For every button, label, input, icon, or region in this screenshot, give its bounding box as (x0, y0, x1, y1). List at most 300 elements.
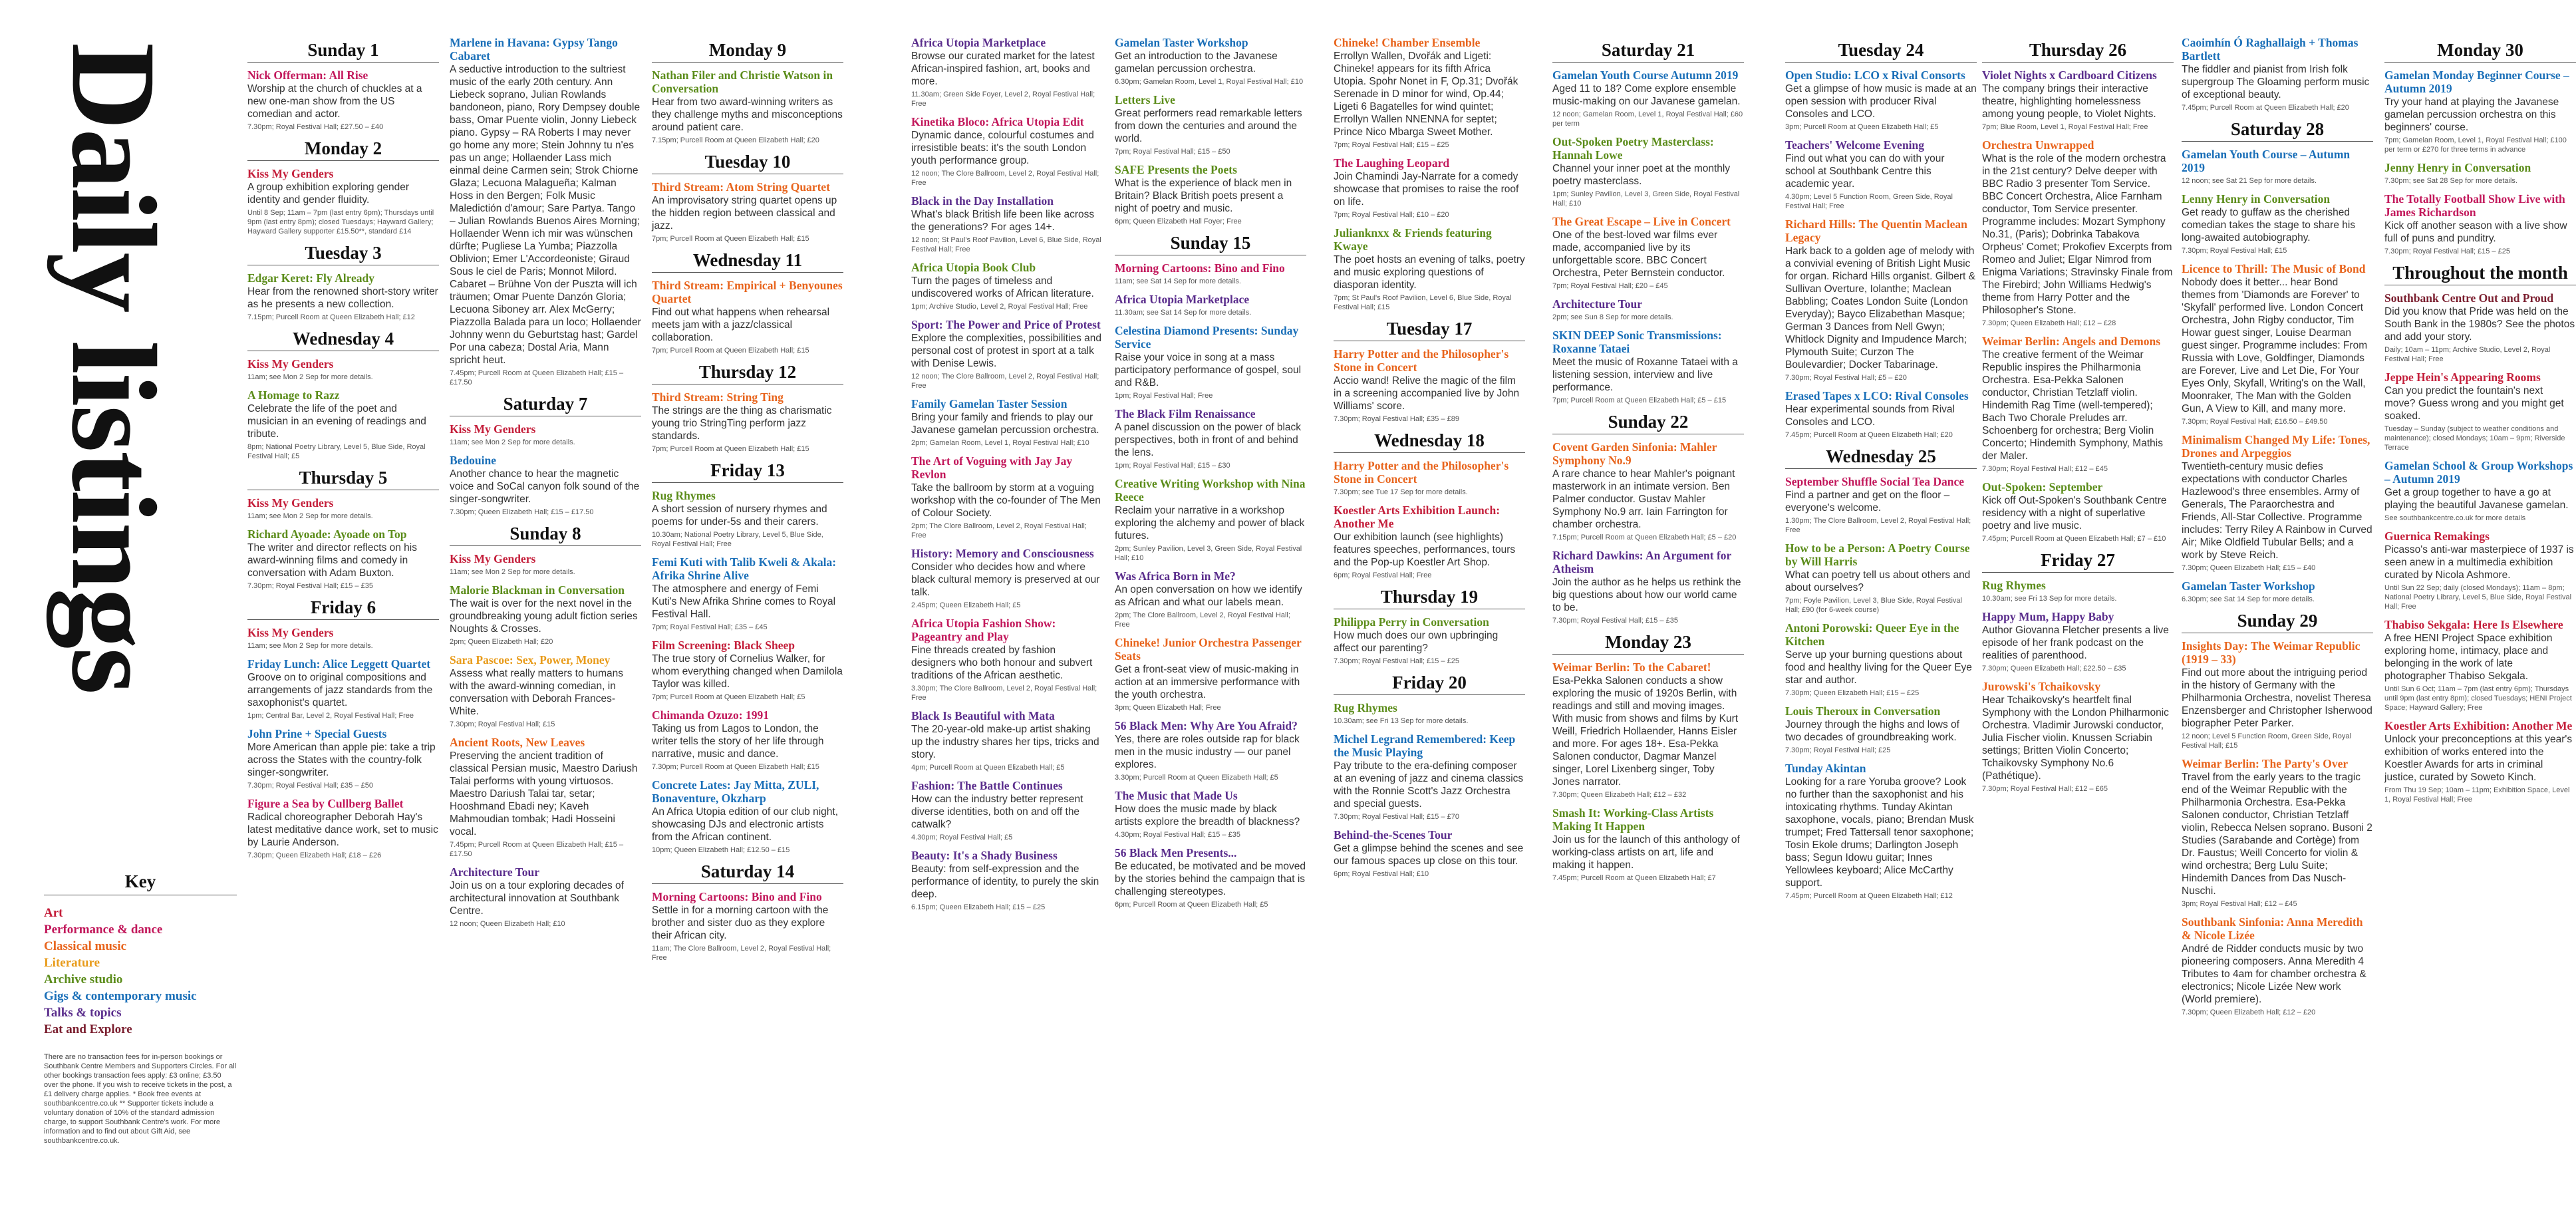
event-info: 7pm; Royal Festival Hall; £10 – £20 (1334, 211, 1449, 219)
event-title: Sara Pascoe: Sex, Power, Money (450, 653, 611, 667)
event-description: Get a group together to have a go at playing the beautiful Javanese gamelan. (2384, 487, 2569, 511)
event-description: Join the author as he helps us rethink the big questions about how our world came to be. (1552, 577, 1741, 613)
event-info: 7pm; Gamelan Room, Level 1, Royal Festival Hall; £100 per term or £270 for three terms in advance (2384, 136, 2567, 154)
listing-event (2182, 148, 2373, 186)
event-description: The fiddler and pianist from Irish folk supergroup The Gloaming perform music of exceptional beauty. (2182, 64, 2370, 100)
key-item-literature: Literature (44, 956, 100, 970)
listing-event (652, 180, 843, 243)
listing-event (1334, 226, 1525, 312)
event-description: The writer and director reflects on his award-winning films and comedy in conversation with Adam Buxton. (247, 542, 417, 579)
event-info: 6.15pm; Queen Elizabeth Hall; £15 – £25 (911, 903, 1046, 911)
event-title: Caoimhín Ó Raghallaigh + Thomas Bartlett (2182, 36, 2359, 63)
event-title: Weimar Berlin: To the Cabaret! (1552, 661, 1711, 674)
event-info: 4.30pm; Royal Festival Hall; £5 (911, 833, 1013, 841)
event-info: 7.30pm; Royal Festival Hall; £25 (1785, 746, 1891, 754)
listing-event (450, 653, 641, 729)
event-description: How does the music made by black artists explore the breadth of blackness? (1115, 804, 1300, 828)
listing-event (247, 69, 439, 132)
event-title: Friday Lunch: Alice Leggett Quartet (247, 657, 431, 671)
listing-event (1982, 335, 2174, 474)
event-title: Celestina Diamond Presents: Sunday Service (1115, 324, 1299, 351)
event-description: The true story of Cornelius Walker, for whom everything changed when Damilola Taylor was killed. (652, 653, 843, 690)
event-info: 3.30pm; The Clore Ballroom, Level 2, Royal Festival Hall; Free (911, 684, 1097, 702)
event-title: Was Africa Born in Me? (1115, 569, 1236, 583)
event-info: 2pm; see Sun 8 Sep for more details. (1552, 313, 1673, 321)
listing-column-5 (1115, 36, 1306, 916)
event-description: Assess what really matters to humans with the award-winning comedian, in conversation with Deborah Frances-White. (450, 668, 624, 717)
listing-event (652, 890, 843, 963)
listing-event (1115, 846, 1306, 909)
event-info: 7.45pm; Purcell Room at Queen Elizabeth Hall; £7 – £10 (1982, 535, 2166, 543)
event-description: How can the industry better represent diverse identities, both on and off the catwalk? (911, 794, 1083, 830)
event-description: A free HENI Project Space exhibition exploring home, intimacy, place and belonging in the work of late photographer Thabiso Sekgala. (2384, 633, 2553, 682)
event-title: September Shuffle Social Tea Dance (1785, 475, 1964, 488)
listing-column-2 (450, 36, 641, 935)
listing-event (2384, 291, 2576, 364)
event-info: 7pm; Royal Festival Hall; £35 – £45 (652, 623, 768, 631)
listing-event (1115, 324, 1306, 400)
event-title: Erased Tapes x LCO: Rival Consoles (1785, 389, 1969, 402)
event-info: 7.30pm; Royal Festival Hall; £15 – £35 (1552, 617, 1678, 625)
event-info: 7pm; Royal Festival Hall; £15 – £25 (1334, 141, 1449, 149)
event-title: The Laughing Leopard (1334, 156, 1450, 170)
event-description: Fine threads created by fashion designers who both honour and subvert traditions of the African aesthetic. (911, 645, 1093, 681)
listing-event (2182, 262, 2373, 426)
listing-event (1115, 293, 1306, 317)
listing-event (1982, 579, 2174, 603)
event-info: Until Sun 22 Sep; daily (closed Mondays); 11am – 8pm; National Poetry Library, Level 5, Blue Side, Royal Festival Hall; Free (2384, 584, 2572, 611)
listing-event (1552, 135, 1744, 208)
listing-event (1334, 504, 1525, 580)
event-title: Kinetika Bloco: Africa Utopia Edit (911, 115, 1084, 128)
event-description: Author Giovanna Fletcher presents a live episode of her frank podcast on the realities of parenthood. (1982, 625, 2169, 661)
event-info: 1pm; Sunley Pavilion, Level 3, Green Side, Royal Festival Hall; £10 (1552, 190, 1740, 208)
event-title: Covent Garden Sinfonia: Mahler Symphony No.9 (1552, 440, 1717, 467)
event-description: Join us on a tour exploring decades of architectural innovation at Southbank Centre. (450, 880, 624, 917)
event-title: Richard Ayoade: Ayoade on Top (247, 528, 407, 541)
key-item-art: Art (44, 906, 63, 920)
event-info: 7.30pm; Royal Festival Hall; £15 – £35 (247, 582, 373, 590)
event-description: A rare chance to hear Mahler's poignant masterwork in an intimate version. Ben Palmer conductor. Gustav Mahler Symphony No.9 arr. Iain Farrington for chamber orchestra. (1552, 468, 1735, 530)
listing-event (1334, 732, 1525, 822)
listing-event (652, 639, 843, 702)
event-description: Worship at the church of chuckles at a new one-man show from the US comedian and actor. (247, 83, 422, 120)
event-description: The creative ferment of the Weimar Republic inspires the Philharmonia Orchestra. Esa-Pekka Salonen conductor, Christian Tetzlaff violin. Hindemith Rag Time (well-tempered); Bach Two Chorale Preludes arr. Schoenberg for orchestra; Berg Violin Concerto; Hindemith Symphony, Mathis der Maler. (1982, 349, 2163, 462)
listing-event (450, 454, 641, 517)
event-title: Africa Utopia Marketplace (1115, 293, 1250, 306)
event-title: Out-Spoken: September (1982, 480, 2103, 494)
event-description: Radical choreographer Deborah Hay's latest meditative dance work, set to music by Laurie Anderson. (247, 812, 438, 848)
event-info: 7pm; Purcell Room at Queen Elizabeth Hall; £15 (652, 445, 809, 453)
event-info: 2pm; Sunley Pavilion, Level 3, Green Side, Royal Festival Hall; £10 (1115, 545, 1302, 562)
event-description: Unlock your preconceptions at this year's exhibition of works entered into the Koestler Awards for arts in criminal justice, curated by Soweto Kinch. (2384, 734, 2573, 783)
event-title: Family Gamelan Taster Session (911, 397, 1068, 410)
day-heading: Sunday 8 (450, 524, 641, 546)
event-title: Film Screening: Black Sheep (652, 639, 795, 652)
event-info: 10pm; Queen Elizabeth Hall; £12.50 – £15 (652, 846, 790, 854)
listing-event (1115, 261, 1306, 286)
listing-event (2182, 639, 2373, 750)
event-info: 7.30pm; Queen Elizabeth Hall; £12 – £28 (1982, 319, 2116, 327)
event-title: Black in the Day Installation (911, 194, 1054, 208)
day-heading: Sunday 1 (247, 40, 439, 63)
event-info: 4.30pm; Royal Festival Hall; £15 – £35 (1115, 831, 1240, 839)
event-info: 2pm; Gamelan Room, Level 1, Royal Festival Hall; £10 (911, 439, 1089, 447)
event-description: A group exhibition exploring gender identity and gender fluidity. (247, 182, 410, 206)
event-title: Philippa Perry in Conversation (1334, 615, 1489, 629)
event-title: Gamelan Taster Workshop (2182, 579, 2315, 593)
listing-column-11 (2384, 36, 2576, 811)
listing-event (1982, 680, 2174, 794)
listing-event (911, 261, 1103, 311)
key-item-performance: Performance & dance (44, 923, 163, 937)
event-info: 7.45pm; Purcell Room at Queen Elizabeth Hall; £15 – £17.50 (450, 369, 624, 386)
listing-event (1115, 36, 1306, 86)
event-info: 12 noon; Queen Elizabeth Hall; £10 (450, 920, 565, 928)
event-info: 6pm; Royal Festival Hall; Free (1334, 571, 1432, 579)
event-title: Kiss My Genders (247, 167, 334, 180)
event-title: Jurowski's Tchaikovsky (1982, 680, 2101, 693)
event-title: Harry Potter and the Philosopher's Stone in Concert (1334, 459, 1509, 486)
listing-event (247, 797, 439, 860)
listing-event (450, 865, 641, 929)
event-info: 11am; The Clore Ballroom, Level 2, Royal Festival Hall; Free (652, 945, 831, 962)
event-info: 7pm; Purcell Room at Queen Elizabeth Hall; £5 (652, 693, 805, 701)
listing-event (911, 397, 1103, 448)
event-description: Looking for a rare Yoruba groove? Look no further than the saxophonist and his intoxicating rhythms. Tunday Akintan saxophone, vocals, piano; Brendan Musk trumpet; Fred Tattersall tenor saxophone; Tosin Ekole drums; Darlington Joseph bass; Segun Idowu guitar; Innes Yellowlees keyboard; Alice McCarthy support. (1785, 776, 1974, 889)
listing-event (1785, 389, 1977, 440)
listing-event (652, 708, 843, 772)
event-title: SAFE Presents the Poets (1115, 163, 1237, 176)
event-description: Yes, there are roles outside rap for black men in the music industry — our panel explores. (1115, 734, 1300, 770)
key-item-gigs: Gigs & contemporary music (44, 989, 197, 1003)
listing-event (1552, 329, 1744, 405)
event-description: Get a glimpse of how music is made at an open session with producer Rival Consoles and LCO. (1785, 83, 1977, 120)
day-heading: Tuesday 3 (247, 243, 439, 265)
event-description: A short session of nursery rhymes and poems for under-5s and their carers. (652, 504, 827, 528)
event-title: Kiss My Genders (247, 357, 334, 371)
listing-event (2182, 433, 2373, 573)
listing-event (2182, 36, 2373, 112)
event-info: 1pm; Central Bar, Level 2, Royal Festival Hall; Free (247, 712, 414, 720)
event-title: Rug Rhymes (1334, 701, 1397, 714)
event-title: The Music that Made Us (1115, 789, 1238, 802)
event-info: 12 noon; The Clore Ballroom, Level 2, Royal Festival Hall; Free (911, 170, 1099, 187)
event-info: 11am; see Mon 2 Sep for more details. (247, 373, 373, 381)
event-info: 11am; see Mon 2 Sep for more details. (247, 512, 373, 520)
event-info: Until 8 Sep; 11am – 7pm (last entry 6pm); Thursdays until 9pm (last entry 8pm); closed Tuesdays; Hayward Gallery; Hayward Gallery supporter £15.50**, standard £14 (247, 209, 434, 235)
day-heading: Friday 6 (247, 597, 439, 620)
event-description: Dynamic dance, colourful costumes and irresistible beats: it's the south London youth performance group. (911, 130, 1094, 166)
event-description: Bring your family and friends to play our Javanese gamelan percussion orchestra. (911, 412, 1099, 436)
event-title: Jeppe Hein's Appearing Rooms (2384, 371, 2541, 384)
event-description: Did you know that Pride was held on the South Bank in the 1980s? See the photos and add your story. (2384, 306, 2575, 343)
event-info: 7.30pm; Royal Festival Hall; £27.50 – £40 (247, 123, 384, 131)
day-heading: Monday 23 (1552, 632, 1744, 655)
event-info: 12 noon; Level 5 Function Room, Green Side, Royal Festival Hall; £15 (2182, 732, 2351, 750)
event-info: 11.30am; see Sat 14 Sep for more details. (1115, 309, 1252, 317)
listing-event (450, 552, 641, 577)
listing-event (1785, 704, 1977, 755)
listing-event (1552, 215, 1744, 291)
event-title: History: Memory and Consciousness (911, 547, 1094, 560)
event-info: 7.30pm; see Sat 28 Sep for more details. (2384, 177, 2517, 185)
listing-event (1785, 138, 1977, 211)
event-info: 11.30am; Green Side Foyer, Level 2, Royal Festival Hall; Free (911, 90, 1095, 108)
listing-column-9 (1982, 36, 2174, 800)
event-description: Kick off another season with a live show full of puns and punditry. (2384, 220, 2567, 244)
event-description: Serve up your burning questions about food and healthy living for the Queer Eye star and author. (1785, 649, 1972, 686)
event-title: 56 Black Men Presents... (1115, 846, 1237, 859)
event-info: 7.30pm; Purcell Room at Queen Elizabeth Hall; £15 (652, 763, 819, 771)
event-title: Gamelan Youth Course – Autumn 2019 (2182, 148, 2351, 174)
event-title: Gamelan School & Group Workshops – Autumn 2019 (2384, 459, 2573, 486)
event-info: 12 noon; Gamelan Room, Level 1, Royal Festival Hall; £60 per term (1552, 110, 1743, 128)
day-heading: Sunday 22 (1552, 412, 1744, 434)
listing-event (1785, 218, 1977, 382)
listing-column-4 (911, 36, 1103, 919)
event-title: Creative Writing Workshop with Nina Reece (1115, 477, 1306, 504)
event-description: Journey through the highs and lows of two decades of groundbreaking work. (1785, 719, 1959, 743)
event-description: Aged 11 to 18? Come explore ensemble music-making on our Javanese gamelan. (1552, 83, 1741, 107)
event-description: Find out what happens when rehearsal meets jam with a jazz/classical collaboration. (652, 307, 830, 343)
listing-event (1552, 440, 1744, 542)
event-info: 11am; see Mon 2 Sep for more details. (450, 438, 575, 446)
event-title: Kiss My Genders (247, 626, 334, 639)
event-description: Picasso's anti-war masterpiece of 1937 is seen anew in a multimedia exhibition curated by Nicola Ashmore. (2384, 544, 2574, 581)
day-heading: Wednesday 25 (1785, 446, 1977, 469)
event-description: Take the ballroom by storm at a voguing workshop with the co-founder of The Men of Colour Society. (911, 482, 1101, 519)
event-title: Kiss My Genders (450, 422, 536, 436)
listing-event (911, 36, 1103, 108)
event-description: Kick off Out-Spoken's Southbank Centre residency with a night of superlative poetry and live music. (1982, 495, 2167, 531)
event-description: Find out more about the intriguing period in the history of Germany with the Philharmonia Orchestra, novelist Theresa Enzensberger and Christopher Isherwood biographer Peter Parker. (2182, 667, 2372, 729)
event-title: Kiss My Genders (247, 496, 334, 510)
event-description: What is the experience of black men in Britain? Black British poets present a night of poetry and music. (1115, 178, 1292, 214)
event-title: Michel Legrand Remembered: Keep the Music Playing (1334, 732, 1516, 759)
event-description: The wait is over for the next novel in the groundbreaking young adult fiction series Noughts & Crosses. (450, 598, 638, 635)
event-info: 7.15pm; Purcell Room at Queen Elizabeth Hall; £12 (247, 313, 415, 321)
listing-event (247, 357, 439, 382)
event-title: Julianknxx & Friends featuring Kwaye (1334, 226, 1492, 253)
event-info: 12 noon; St Paul's Roof Pavilion, Level 6, Blue Side, Royal Festival Hall; Free (911, 236, 1101, 253)
event-title: Koestler Arts Exhibition Launch: Another Me (1334, 504, 1501, 530)
event-info: 7.30pm; Queen Elizabeth Hall; £18 – £26 (247, 851, 382, 859)
event-title: Africa Utopia Fashion Show: Pageantry and Play (911, 617, 1056, 643)
listing-event (247, 271, 439, 322)
day-heading: Thursday 5 (247, 468, 439, 490)
event-title: Behind-the-Scenes Tour (1334, 828, 1453, 841)
event-description: Another chance to hear the magnetic voice and SoCal canyon folk sound of the singer-songwriter. (450, 468, 640, 505)
event-title: Southbank Sinfonia: Anna Meredith & Nicole Lizée (2182, 915, 2363, 942)
event-title: Thabiso Sekgala: Here Is Elsewhere (2384, 618, 2563, 631)
event-info: 4.30pm; Level 5 Function Room, Green Side, Royal Festival Hall; Free (1785, 193, 1953, 210)
listing-event (2182, 192, 2373, 255)
event-description: Beauty: from self-expression and the performance of identity, to purely the skin deep. (911, 863, 1099, 900)
event-description: Get an introduction to the Javanese gamelan percussion orchestra. (1115, 51, 1278, 75)
event-info: 12 noon; The Clore Ballroom, Level 2, Royal Festival Hall; Free (911, 373, 1099, 390)
event-description: Channel your inner poet at the monthly poetry masterclass. (1552, 163, 1731, 187)
event-description: Consider who decides how and where black cultural memory is preserved at our talk. (911, 561, 1100, 598)
event-title: Happy Mum, Happy Baby (1982, 610, 2114, 623)
listing-column-6 (1334, 36, 1525, 885)
listing-event (1334, 828, 1525, 879)
event-info: 7.45pm; Purcell Room at Queen Elizabeth Hall; £20 (2182, 104, 2349, 112)
event-title: Chineke! Chamber Ensemble (1334, 36, 1481, 49)
event-title: The Totally Football Show Live with James Richardson (2384, 192, 2565, 219)
event-description: The poet hosts an evening of talks, poetry and music exploring questions of diasporan identity. (1334, 254, 1525, 291)
event-title: Femi Kuti with Talib Kweli & Akala: Afrika Shrine Alive (652, 555, 837, 582)
listing-event (1552, 806, 1744, 883)
event-description: One of the best-loved war films ever made, accompanied live by its unforgettable score. BBC Concert Orchestra, Peter Bernstein conductor. (1552, 229, 1725, 279)
event-description: Pay tribute to the era-defining composer at an evening of jazz and cinema classics with the Ronnie Scott's Jazz Orchestra and special guests. (1334, 760, 1524, 810)
listing-column-8 (1785, 36, 1977, 907)
event-description: Hear Tchaikovsky's heartfelt final Symphony with the London Philharmonic Orchestra. Vladimir Jurowski conductor, Julia Fischer violin. Knussen Scriabin settings; Britten Violin Concerto; Tchaikovsky Symphony No.6 (Pathétique). (1982, 694, 2169, 782)
event-title: Antoni Porowski: Queer Eye in the Kitchen (1785, 621, 1959, 648)
event-title: Richard Hills: The Quentin Maclean Legacy (1785, 218, 1967, 244)
event-description: The company brings their interactive theatre, highlighting homelessness among young people, to Violet Nights. (1982, 83, 2156, 120)
event-info: 7pm; Royal Festival Hall; £15 – £50 (1115, 148, 1230, 156)
listing-event (1334, 615, 1525, 666)
listing-event (911, 849, 1103, 912)
event-description: Travel from the early years to the tragic end of the Weimar Republic with the Philharmonia Orchestra. Esa-Pekka Salonen conductor, Christian Tetzlaff violin, Rebecca Nelsen soprano. Busoni 2 Studies (Sarabande and Cortège) from Dr. Faustus; Weill Concerto for violin & wind orchestra; Berg Lulu Suite; Hindemith Dances from Das Nusch-Nuschi. (2182, 772, 2372, 897)
event-description: The atmosphere and energy of Femi Kuti's New Afrika Shrine comes to Royal Festival Hall. (652, 583, 836, 620)
listing-event (1982, 138, 2174, 328)
day-heading: Tuesday 10 (652, 152, 843, 174)
event-description: More American than apple pie: take a trip across the States with the country-folk singer-songwriter. (247, 742, 436, 778)
event-info: 2pm; The Clore Ballroom, Level 2, Royal Festival Hall; Free (1115, 611, 1290, 629)
listing-event (1115, 719, 1306, 782)
listing-event (2384, 719, 2576, 804)
event-description: Nobody does it better... hear Bond themes from 'Diamonds are Forever' to 'Skyfall' performed live. London Concert Orchestra, John Rigby conductor, Tim Howar guest singer, Louise Dearman guest singer. Programme includes: From Russia with Love, Goldfinger, Diamonds are Forever, Live and Let Die, For Your Eyes Only, Skyfall, Writing's on the Wall, Moonraker, The Man with the Golden Gun, A View to Kill, and many more. (2182, 277, 2368, 414)
event-title: Louis Theroux in Conversation (1785, 704, 1941, 718)
event-info: 7.30pm; Queen Elizabeth Hall; £22.50 – £35 (1982, 665, 2126, 673)
page-title: Daily listings (47, 43, 180, 694)
event-title: The Art of Voguing with Jay Jay Revlon (911, 454, 1073, 481)
listing-event (247, 626, 439, 651)
event-title: Letters Live (1115, 93, 1175, 106)
event-info: 7.30pm; Queen Elizabeth Hall; £12 – £32 (1552, 791, 1687, 799)
listing-column-10 (2182, 36, 2373, 1024)
event-description: Hear from two award-winning writers as they challenge myths and misconceptions around patient care. (652, 96, 843, 133)
day-heading: Saturday 28 (2182, 119, 2373, 142)
event-title: Licence to Thrill: The Music of Bond (2182, 262, 2366, 275)
event-title: How to be a Person: A Poetry Course by Will Harris (1785, 541, 1970, 568)
event-info: 6pm; Purcell Room at Queen Elizabeth Hall; £5 (1115, 901, 1268, 909)
booking-note: There are no transaction fees for in-person bookings or Southbank Centre Members and Supporters Circles. For all other bookings transaction fees apply: £3 online; £3.50 over the phone. If you wish to receive tickets in the post, a £1 delivery charge applies. * Book free events at southbankcentre.co.uk ** Supporter tickets include a voluntary donation of 10% of the standard admission charge, to support Southbank Centre's work. For more information and to find out about Gift Aid, see southbankcentre.co.uk. (44, 1053, 237, 1145)
event-title: Gamelan Taster Workshop (1115, 36, 1248, 49)
event-info: From Thu 19 Sep; 10am – 11pm; Exhibition Space, Level 1, Royal Festival Hall; Free (2384, 786, 2570, 804)
event-description: Hear from the renowned short-story writer as he presents a new collection. (247, 286, 438, 310)
event-title: Insights Day: The Weimar Republic (1919 – 33) (2182, 639, 2361, 666)
day-heading: Saturday 14 (652, 861, 843, 884)
event-title: Africa Utopia Book Club (911, 261, 1036, 274)
event-title: Lenny Henry in Conversation (2182, 192, 2331, 206)
event-info: Daily; 10am – 11pm; Archive Studio, Level 2, Royal Festival Hall; Free (2384, 346, 2551, 363)
listing-event (247, 388, 439, 461)
event-title: Smash It: Working-Class Artists Making It Happen (1552, 806, 1714, 833)
event-info: 7.45pm; Purcell Room at Queen Elizabeth Hall; £20 (1785, 431, 1953, 439)
event-title: Sport: The Power and Price of Protest (911, 318, 1101, 331)
event-description: Try your hand at playing the Javanese gamelan percussion orchestra on this beginners' course. (2384, 96, 2559, 133)
event-info: 11am; see Sat 14 Sep for more details. (1115, 277, 1241, 285)
event-description: Get a front-seat view of music-making in action at an immersive performance with the youth orchestra. (1115, 664, 1300, 700)
event-title: Marlene in Havana: Gypsy Tango Cabaret (450, 36, 618, 63)
event-info: 7.45pm; Purcell Room at Queen Elizabeth Hall; £12 (1785, 892, 1953, 900)
event-description: Can you predict the fountain's next move? Guess wrong and you might get soaked. (2384, 385, 2564, 422)
listing-event (450, 36, 641, 387)
event-info: 7.30pm; Royal Festival Hall; £35 – £89 (1334, 415, 1459, 423)
event-description: An open conversation on how we identify as African and what our labels mean. (1115, 584, 1302, 608)
event-description: An Africa Utopia edition of our club night, showcasing DJs and electronic artists from the African continent. (652, 806, 839, 843)
event-title: Tunday Akintan (1785, 762, 1866, 775)
event-info: 7.30pm; Royal Festival Hall; £15 (450, 720, 555, 728)
event-description: Meet the music of Roxanne Tataei with a listening session, interview and live performance. (1552, 357, 1738, 393)
event-description: Taking us from Lagos to London, the writer tells the story of her life through narrative, music and dance. (652, 723, 824, 760)
listing-event (2182, 915, 2373, 1017)
listing-event (1334, 459, 1525, 497)
day-heading: Saturday 7 (450, 394, 641, 416)
event-description: Join Chamindi Jay-Narrate for a comedy showcase that promises to raise the roof on life. (1334, 171, 1519, 208)
listing-event (911, 318, 1103, 390)
listing-event (1334, 156, 1525, 220)
day-heading: Saturday 21 (1552, 40, 1744, 63)
listing-event (1115, 407, 1306, 470)
day-heading: Throughout the month (2384, 263, 2576, 285)
event-info: 7.15pm; Purcell Room at Queen Elizabeth Hall; £5 – £20 (1552, 533, 1737, 541)
day-heading: Thursday 19 (1334, 587, 1525, 609)
event-info: 7.30pm; see Tue 17 Sep for more details. (1334, 488, 1468, 496)
event-title: Ancient Roots, New Leaves (450, 736, 585, 749)
event-description: Great performers read remarkable letters from down the centuries and around the world. (1115, 108, 1302, 144)
listing-event (1115, 789, 1306, 839)
event-title: Malorie Blackman in Conversation (450, 583, 625, 597)
event-title: Third Stream: Empirical + Benyounes Quartet (652, 279, 843, 305)
event-info: 7.30pm; Royal Festival Hall; £12 – £65 (1982, 785, 2108, 793)
listing-column-1 (247, 36, 439, 867)
day-heading: Wednesday 18 (1334, 430, 1525, 453)
event-info: 10.30am; see Fri 13 Sep for more details. (1982, 595, 2117, 603)
event-title: Morning Cartoons: Bino and Fino (1115, 261, 1285, 275)
listing-event (1334, 347, 1525, 424)
event-title: Architecture Tour (1552, 297, 1642, 311)
listing-event (652, 555, 843, 632)
listing-event (450, 422, 641, 447)
key-heading: Key (44, 871, 237, 895)
event-info: 7pm; Blue Room, Level 1, Royal Festival Hall; Free (1982, 123, 2148, 131)
listing-event (1552, 69, 1744, 128)
event-info: 7.30pm; Royal Festival Hall; £15 – £70 (1334, 813, 1459, 821)
event-title: Edgar Keret: Fly Already (247, 271, 375, 285)
event-description: How much does our own upbringing affect our parenting? (1334, 630, 1499, 654)
event-description: Find a partner and get on the floor – everyone's welcome. (1785, 490, 1950, 514)
event-description: Turn the pages of timeless and undiscovered works of African literature. (911, 275, 1094, 299)
event-title: Third Stream: String Ting (652, 390, 784, 404)
event-info: 1pm; Royal Festival Hall; Free (1115, 392, 1213, 400)
event-title: Nathan Filer and Christie Watson in Conversation (652, 69, 833, 95)
event-title: Beauty: It's a Shady Business (911, 849, 1058, 862)
event-title: Guernica Remakings (2384, 529, 2490, 543)
event-description: A seductive introduction to the sultriest music of the early 20th century. Ann Liebeck soprano, Julian Rowlands bandoneon, piano, Rory Dempsey double bass, Omar Puente violin, Jonny Liebeck piano. Gypsy – RA Roberts I may never go home any more; Stein Johnny tu n'es pas un ange; Hollaender Lass mich einmal deine Carmen sein; Strok Chiorne Glaza; Lecuona Malagueña; Kalman Hoss in den Bergen; Folk Music Maledictión d'amour; Sare Partya. Tango – Julian Rowlands Buenos Aires Morning; Hollaender Wenn ich mir was wünschen dürfte; Pugliese La Yumba; Piazzolla Oblivion; Emer L'Accordeoniste; Giraud Sous le ciel de Paris; Monnot Milord. Cabaret – Brühne Von der Puszta will ich träumen; Omar Puente Danzón Gloria; Lecuona Siboney arr. Alex McGerry; Piazzolla Balada para un loco; Hollaender Johnny wenn du Geburtstag hast; Gardel Por una cabeza; Dostal Aria, Mann spricht heut. (450, 64, 641, 366)
event-info: 7.30pm; Queen Elizabeth Hall; £12 – £20 (2182, 1008, 2316, 1016)
event-description: Reclaim your narrative in a workshop exploring the alchemy and power of black futures. (1115, 505, 1305, 541)
day-heading: Sunday 15 (1115, 233, 1306, 255)
event-title: Southbank Centre Out and Proud (2384, 291, 2554, 305)
event-info: 7pm; Purcell Room at Queen Elizabeth Hall; £15 (652, 235, 809, 243)
day-heading: Thursday 26 (1982, 40, 2174, 63)
event-info: 7.45pm; Purcell Room at Queen Elizabeth Hall; £7 (1552, 874, 1716, 882)
day-heading: Wednesday 4 (247, 329, 439, 351)
